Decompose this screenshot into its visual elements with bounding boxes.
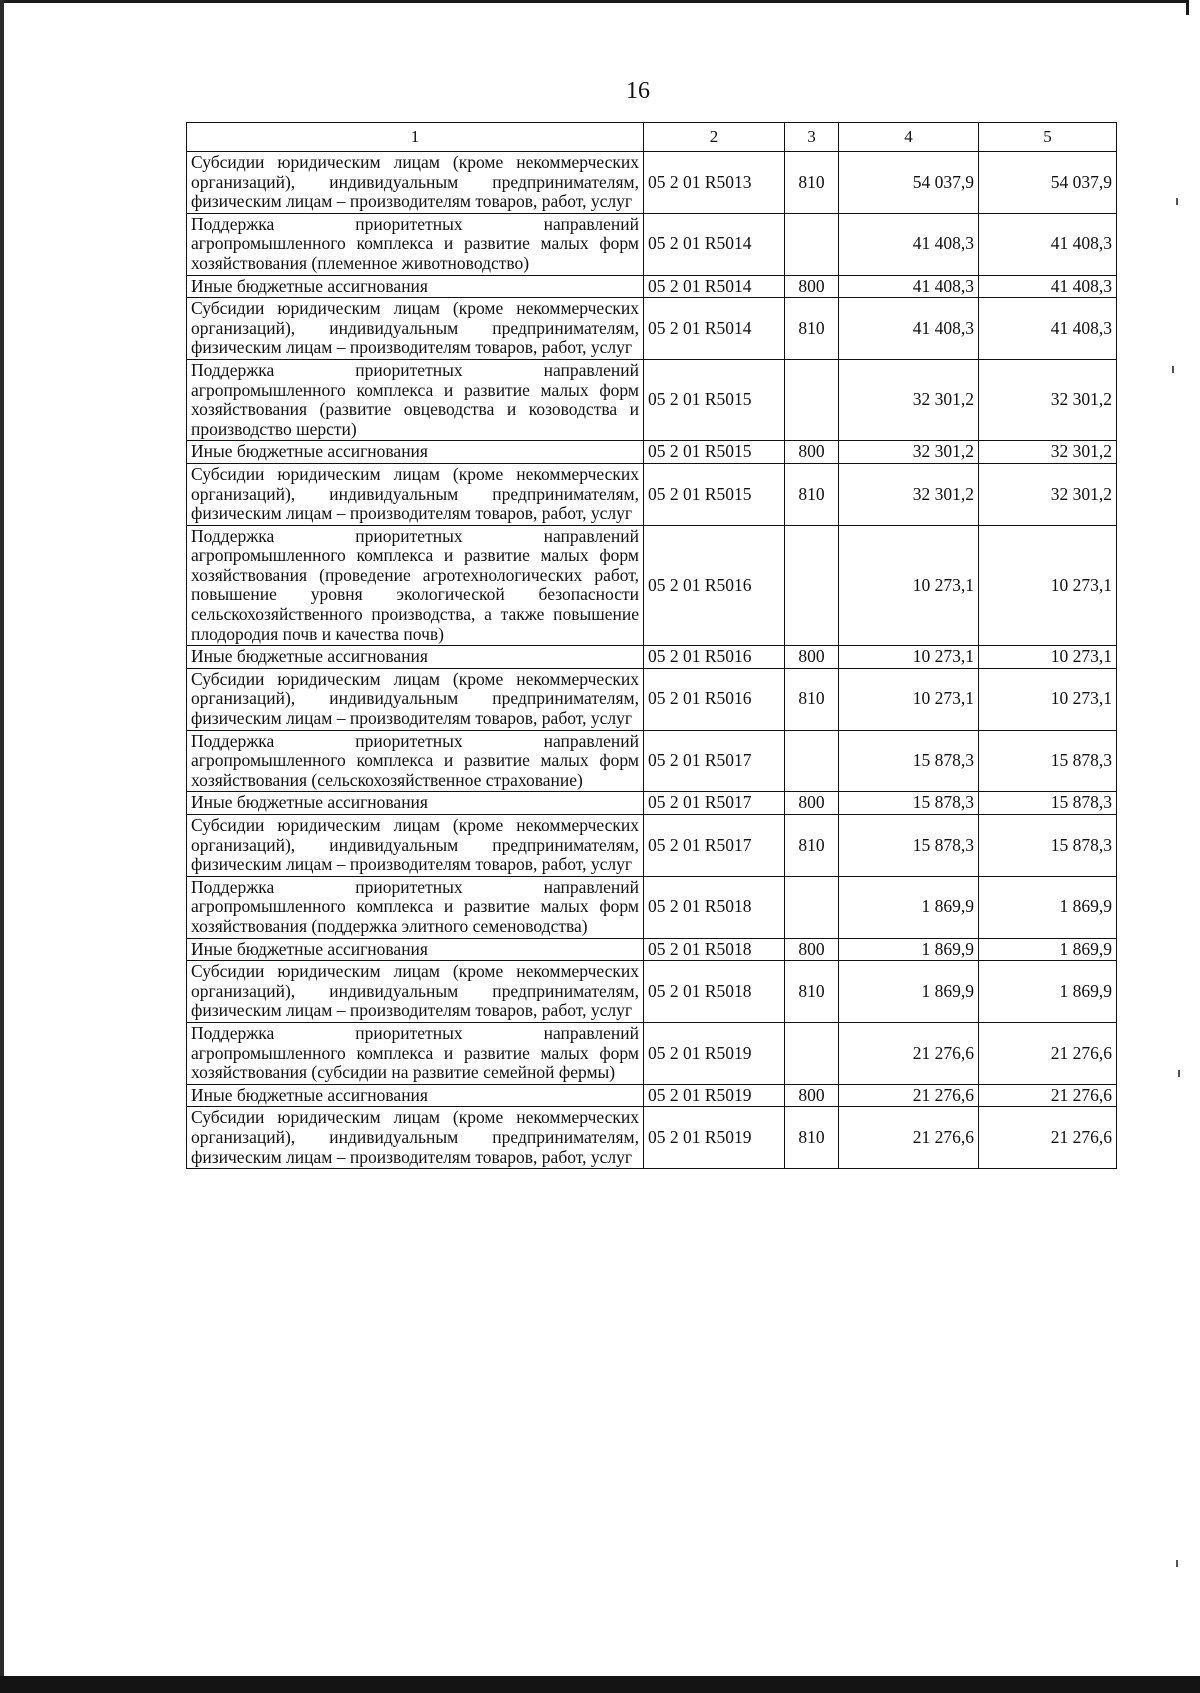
row-sum-1-cell: 41 408,3 xyxy=(839,213,979,275)
table-row xyxy=(187,1084,1117,1107)
row-expense-type-cell: 810 xyxy=(785,961,839,1023)
table-header-row xyxy=(187,123,1117,152)
row-expense-type-cell: 800 xyxy=(785,938,839,961)
column-header-5: 5 xyxy=(979,123,1117,152)
row-code-cell: 05 2 01 R5015 xyxy=(644,463,785,525)
table-row xyxy=(187,1107,1117,1169)
scan-border-top xyxy=(0,0,1189,15)
row-sum-1-cell: 1 869,9 xyxy=(839,876,979,938)
table-row xyxy=(187,152,1117,214)
row-expense-type-cell: 810 xyxy=(785,668,839,730)
table-row xyxy=(187,938,1117,961)
row-name-cell: Субсидии юридическим лицам (кроме некоммерческих организаций), индивидуальным предпринимателям, физическим лицам – производителям товаров, работ, услуг xyxy=(187,298,644,360)
table-row xyxy=(187,1022,1117,1084)
row-sum-2-cell: 15 878,3 xyxy=(979,792,1117,815)
row-expense-type-cell: 800 xyxy=(785,646,839,669)
row-code-cell: 05 2 01 R5017 xyxy=(644,730,785,792)
row-expense-type-cell: 810 xyxy=(785,1107,839,1169)
table-row xyxy=(187,525,1117,646)
row-code-cell: 05 2 01 R5015 xyxy=(644,441,785,464)
page-number: 16 xyxy=(626,78,650,104)
row-sum-1-cell: 41 408,3 xyxy=(839,275,979,298)
table-row xyxy=(187,792,1117,815)
row-sum-2-cell: 1 869,9 xyxy=(979,938,1117,961)
row-sum-1-cell: 21 276,6 xyxy=(839,1107,979,1169)
row-name-cell: Поддержка приоритетных направлений агропромышленного комплекса и развитие малых форм хозяйствования (поддержка элитного семеноводства) xyxy=(187,876,644,938)
row-sum-1-cell: 10 273,1 xyxy=(839,646,979,669)
row-sum-2-cell: 15 878,3 xyxy=(979,730,1117,792)
row-expense-type-cell xyxy=(785,1022,839,1084)
row-name-cell: Поддержка приоритетных направлений агропромышленного комплекса и развитие малых форм хозяйствования (сельскохозяйственное страхование) xyxy=(187,730,644,792)
row-sum-2-cell: 32 301,2 xyxy=(979,463,1117,525)
row-sum-1-cell: 10 273,1 xyxy=(839,668,979,730)
row-sum-1-cell: 32 301,2 xyxy=(839,463,979,525)
row-code-cell: 05 2 01 R5016 xyxy=(644,646,785,669)
row-name-cell: Поддержка приоритетных направлений агропромышленного комплекса и развитие малых форм хозяйствования (субсидии на развитие семейной фермы) xyxy=(187,1022,644,1084)
scan-speck xyxy=(1178,1070,1180,1077)
row-sum-2-cell: 21 276,6 xyxy=(979,1107,1117,1169)
row-sum-1-cell: 15 878,3 xyxy=(839,730,979,792)
row-name-cell: Иные бюджетные ассигнования xyxy=(187,646,644,669)
row-name-cell: Субсидии юридическим лицам (кроме некоммерческих организаций), индивидуальным предпринимателям, физическим лицам – производителям товаров, работ, услуг xyxy=(187,152,644,214)
row-sum-1-cell: 32 301,2 xyxy=(839,441,979,464)
column-header-4: 4 xyxy=(839,123,979,152)
row-sum-2-cell: 21 276,6 xyxy=(979,1084,1117,1107)
row-sum-2-cell: 1 869,9 xyxy=(979,961,1117,1023)
row-sum-1-cell: 32 301,2 xyxy=(839,359,979,440)
row-expense-type-cell: 800 xyxy=(785,441,839,464)
row-sum-1-cell: 41 408,3 xyxy=(839,298,979,360)
row-sum-1-cell: 21 276,6 xyxy=(839,1022,979,1084)
row-sum-1-cell: 21 276,6 xyxy=(839,1084,979,1107)
row-name-cell: Иные бюджетные ассигнования xyxy=(187,1084,644,1107)
scan-border-left xyxy=(0,0,4,1693)
table-row xyxy=(187,359,1117,440)
row-code-cell: 05 2 01 R5016 xyxy=(644,668,785,730)
row-expense-type-cell: 800 xyxy=(785,1084,839,1107)
row-expense-type-cell: 810 xyxy=(785,463,839,525)
row-sum-2-cell: 21 276,6 xyxy=(979,1022,1117,1084)
row-name-cell: Иные бюджетные ассигнования xyxy=(187,792,644,815)
table-row xyxy=(187,668,1117,730)
table-row xyxy=(187,961,1117,1023)
row-sum-2-cell: 41 408,3 xyxy=(979,275,1117,298)
row-name-cell: Поддержка приоритетных направлений агропромышленного комплекса и развитие малых форм хозяйствования (развитие овцеводства и козоводства и производство шерсти) xyxy=(187,359,644,440)
row-sum-2-cell: 1 869,9 xyxy=(979,876,1117,938)
row-name-cell: Поддержка приоритетных направлений агропромышленного комплекса и развитие малых форм хозяйствования (племенное животноводство) xyxy=(187,213,644,275)
row-code-cell: 05 2 01 R5013 xyxy=(644,152,785,214)
row-name-cell: Иные бюджетные ассигнования xyxy=(187,275,644,298)
row-sum-1-cell: 54 037,9 xyxy=(839,152,979,214)
row-code-cell: 05 2 01 R5016 xyxy=(644,525,785,646)
row-name-cell: Поддержка приоритетных направлений агропромышленного комплекса и развитие малых форм хозяйствования (проведение агротехнологических работ, повышение уровня экологической безопасности сельскохозяйственного производства, а также повышение плодородия почв и качества почв) xyxy=(187,525,644,646)
table-row xyxy=(187,646,1117,669)
row-code-cell: 05 2 01 R5017 xyxy=(644,792,785,815)
table-row xyxy=(187,298,1117,360)
row-expense-type-cell xyxy=(785,876,839,938)
scan-speck xyxy=(1172,366,1174,373)
row-sum-2-cell: 54 037,9 xyxy=(979,152,1117,214)
scan-speck xyxy=(1176,198,1178,205)
budget-table xyxy=(186,122,1117,1169)
row-expense-type-cell xyxy=(785,213,839,275)
row-expense-type-cell xyxy=(785,525,839,646)
row-sum-2-cell: 41 408,3 xyxy=(979,298,1117,360)
column-header-1: 1 xyxy=(187,123,644,152)
row-sum-2-cell: 10 273,1 xyxy=(979,646,1117,669)
row-expense-type-cell: 810 xyxy=(785,815,839,877)
scan-border-bottom xyxy=(0,1676,1200,1693)
row-expense-type-cell xyxy=(785,730,839,792)
row-name-cell: Иные бюджетные ассигнования xyxy=(187,938,644,961)
row-code-cell: 05 2 01 R5014 xyxy=(644,275,785,298)
row-code-cell: 05 2 01 R5018 xyxy=(644,938,785,961)
row-code-cell: 05 2 01 R5019 xyxy=(644,1084,785,1107)
row-name-cell: Иные бюджетные ассигнования xyxy=(187,441,644,464)
table-row xyxy=(187,730,1117,792)
row-expense-type-cell: 800 xyxy=(785,275,839,298)
row-expense-type-cell: 810 xyxy=(785,152,839,214)
row-expense-type-cell: 800 xyxy=(785,792,839,815)
scan-speck xyxy=(1176,1560,1178,1567)
row-sum-1-cell: 1 869,9 xyxy=(839,961,979,1023)
row-sum-1-cell: 1 869,9 xyxy=(839,938,979,961)
row-code-cell: 05 2 01 R5019 xyxy=(644,1107,785,1169)
table-row xyxy=(187,463,1117,525)
row-sum-2-cell: 32 301,2 xyxy=(979,359,1117,440)
column-header-2: 2 xyxy=(644,123,785,152)
row-code-cell: 05 2 01 R5015 xyxy=(644,359,785,440)
table-row xyxy=(187,213,1117,275)
row-code-cell: 05 2 01 R5018 xyxy=(644,961,785,1023)
row-sum-1-cell: 15 878,3 xyxy=(839,792,979,815)
table-row xyxy=(187,876,1117,938)
row-name-cell: Субсидии юридическим лицам (кроме некоммерческих организаций), индивидуальным предпринимателям, физическим лицам – производителям товаров, работ, услуг xyxy=(187,463,644,525)
row-code-cell: 05 2 01 R5019 xyxy=(644,1022,785,1084)
column-header-3: 3 xyxy=(785,123,839,152)
row-code-cell: 05 2 01 R5014 xyxy=(644,298,785,360)
row-sum-2-cell: 15 878,3 xyxy=(979,815,1117,877)
row-sum-2-cell: 32 301,2 xyxy=(979,441,1117,464)
row-expense-type-cell: 810 xyxy=(785,298,839,360)
table-row xyxy=(187,275,1117,298)
row-sum-2-cell: 10 273,1 xyxy=(979,668,1117,730)
row-sum-2-cell: 41 408,3 xyxy=(979,213,1117,275)
row-name-cell: Субсидии юридическим лицам (кроме некоммерческих организаций), индивидуальным предпринимателям, физическим лицам – производителям товаров, работ, услуг xyxy=(187,961,644,1023)
row-expense-type-cell xyxy=(785,359,839,440)
row-code-cell: 05 2 01 R5017 xyxy=(644,815,785,877)
table-row xyxy=(187,441,1117,464)
table-row xyxy=(187,815,1117,877)
row-sum-1-cell: 15 878,3 xyxy=(839,815,979,877)
row-sum-2-cell: 10 273,1 xyxy=(979,525,1117,646)
row-code-cell: 05 2 01 R5018 xyxy=(644,876,785,938)
row-sum-1-cell: 10 273,1 xyxy=(839,525,979,646)
row-name-cell: Субсидии юридическим лицам (кроме некоммерческих организаций), индивидуальным предпринимателям, физическим лицам – производителям товаров, работ, услуг xyxy=(187,1107,644,1169)
row-code-cell: 05 2 01 R5014 xyxy=(644,213,785,275)
row-name-cell: Субсидии юридическим лицам (кроме некоммерческих организаций), индивидуальным предпринимателям, физическим лицам – производителям товаров, работ, услуг xyxy=(187,668,644,730)
row-name-cell: Субсидии юридическим лицам (кроме некоммерческих организаций), индивидуальным предпринимателям, физическим лицам – производителям товаров, работ, услуг xyxy=(187,815,644,877)
